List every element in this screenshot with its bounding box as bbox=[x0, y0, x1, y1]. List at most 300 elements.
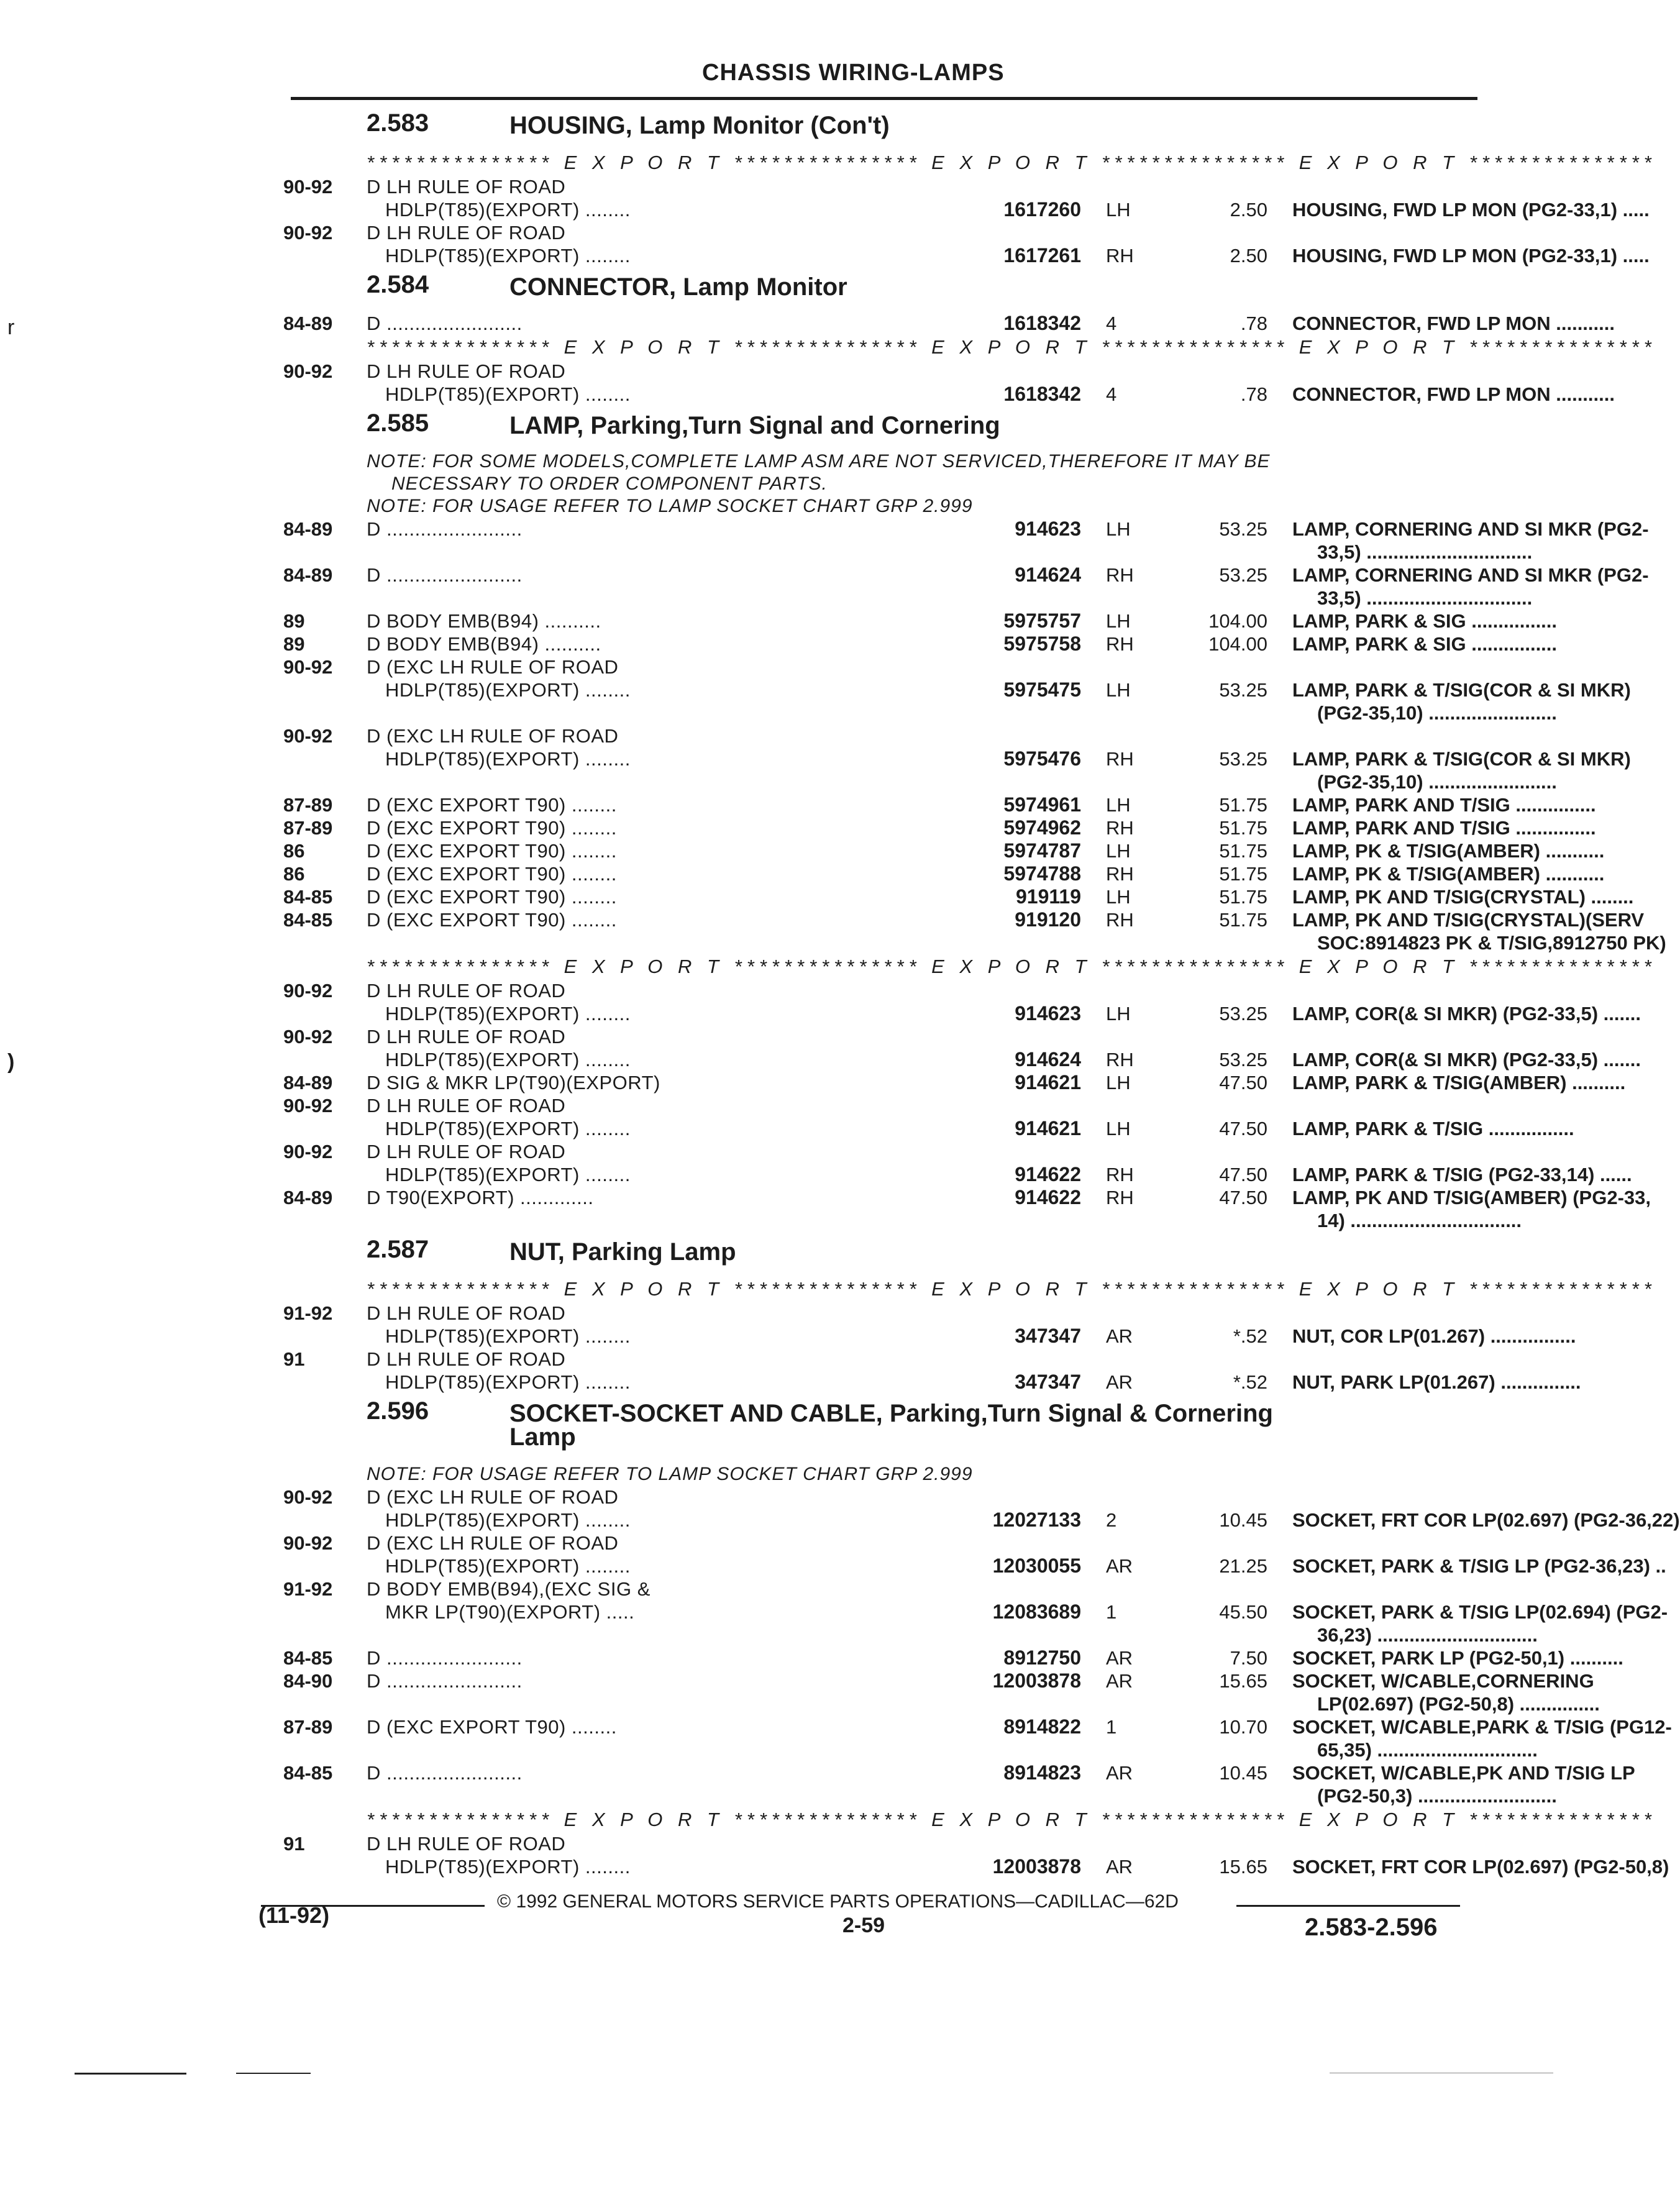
footer-page-number: 2-59 bbox=[842, 1914, 885, 1937]
table-row bbox=[273, 1600, 1668, 1623]
usage-description: D LH RULE OF ROAD bbox=[367, 176, 566, 198]
part-name: LAMP, PK AND T/SIG(CRYSTAL)(SERV bbox=[1292, 909, 1645, 931]
price: 104.00 bbox=[1208, 633, 1267, 655]
price: 104.00 bbox=[1208, 610, 1267, 632]
table-row bbox=[273, 908, 1645, 931]
model-year: 91 bbox=[283, 1833, 305, 1855]
section-header bbox=[273, 1232, 1479, 1277]
section-header bbox=[273, 406, 1479, 450]
part-name: SOCKET, FRT COR LP(02.697) (PG2-50,8) bbox=[1292, 1856, 1669, 1878]
price: 7.50 bbox=[1230, 1647, 1267, 1669]
quantity: RH bbox=[1106, 633, 1134, 655]
scan-mark: r bbox=[7, 316, 15, 339]
table-row bbox=[273, 587, 1533, 610]
usage-description: D LH RULE OF ROAD bbox=[367, 1026, 566, 1048]
model-year: 90-92 bbox=[283, 176, 333, 198]
table-row bbox=[273, 770, 1557, 793]
part-name: LAMP, PARK & T/SIG(COR & SI MKR) bbox=[1292, 748, 1631, 770]
usage-description: HDLP(T85)(EXPORT) ........ bbox=[385, 1164, 631, 1185]
part-number: 914623 bbox=[1015, 1002, 1081, 1025]
quantity: AR bbox=[1106, 1325, 1133, 1347]
part-name: LAMP, CORNERING AND SI MKR (PG2- bbox=[1292, 518, 1649, 540]
quantity: LH bbox=[1106, 610, 1131, 632]
catalog-note bbox=[273, 473, 1479, 495]
table-row bbox=[273, 1784, 1557, 1807]
price: 45.50 bbox=[1219, 1601, 1267, 1623]
price: 10.45 bbox=[1219, 1762, 1267, 1784]
scan-mark: ) bbox=[7, 1050, 15, 1074]
quantity: AR bbox=[1106, 1371, 1133, 1393]
usage-description: HDLP(T85)(EXPORT) ........ bbox=[385, 1118, 631, 1139]
usage-description: HDLP(T85)(EXPORT) ........ bbox=[385, 1555, 631, 1577]
price: 51.75 bbox=[1219, 863, 1267, 885]
table-row bbox=[273, 1509, 1680, 1532]
table-row bbox=[273, 1025, 1479, 1048]
catalog-note bbox=[273, 450, 1479, 473]
price: *.52 bbox=[1233, 1371, 1267, 1393]
model-year: 86 bbox=[283, 863, 305, 885]
part-name: LAMP, PARK AND T/SIG ............... bbox=[1292, 794, 1596, 816]
part-number: 1617260 bbox=[1003, 198, 1081, 221]
part-name: LAMP, PK & T/SIG(AMBER) ........... bbox=[1292, 863, 1605, 885]
price: .78 bbox=[1240, 313, 1267, 334]
model-year: 91 bbox=[283, 1348, 305, 1370]
part-name-cont: 36,23) .............................. bbox=[1317, 1624, 1538, 1646]
model-year: 90-92 bbox=[283, 1026, 333, 1048]
table-row bbox=[273, 312, 1615, 335]
usage-description: D BODY EMB(B94) .......... bbox=[367, 610, 601, 632]
table-row bbox=[273, 1715, 1672, 1738]
table-row bbox=[273, 1002, 1641, 1025]
usage-description: D (EXC EXPORT T90) ........ bbox=[367, 1716, 617, 1738]
model-year: 90-92 bbox=[283, 360, 333, 382]
part-name: SOCKET, PARK & T/SIG LP (PG2-36,23) .. bbox=[1292, 1555, 1666, 1577]
part-name: SOCKET, W/CABLE,PK AND T/SIG LP bbox=[1292, 1762, 1635, 1784]
quantity: AR bbox=[1106, 1647, 1133, 1669]
quantity: LH bbox=[1106, 679, 1131, 701]
part-name: LAMP, PK & T/SIG(AMBER) ........... bbox=[1292, 840, 1605, 862]
table-row bbox=[273, 655, 1479, 678]
model-year: 87-89 bbox=[283, 817, 333, 839]
table-row bbox=[273, 1555, 1666, 1577]
usage-description: HDLP(T85)(EXPORT) ........ bbox=[385, 1003, 631, 1025]
price: 47.50 bbox=[1219, 1164, 1267, 1185]
usage-description: D ........................ bbox=[367, 1647, 523, 1669]
table-row bbox=[273, 885, 1634, 908]
section-title: LAMP, Parking,Turn Signal and Cornering bbox=[509, 412, 1000, 439]
catalog-note bbox=[273, 495, 1479, 518]
usage-description: HDLP(T85)(EXPORT) ........ bbox=[385, 199, 631, 221]
table-row bbox=[273, 383, 1615, 406]
price: *.52 bbox=[1233, 1325, 1267, 1347]
section-header-cont bbox=[273, 1423, 1479, 1463]
part-number: 8912750 bbox=[1003, 1646, 1081, 1669]
table-row bbox=[273, 862, 1605, 885]
part-name: CONNECTOR, FWD LP MON ........... bbox=[1292, 383, 1615, 405]
price: 53.25 bbox=[1219, 748, 1267, 770]
model-year: 84-89 bbox=[283, 564, 333, 586]
usage-description: HDLP(T85)(EXPORT) ........ bbox=[385, 1049, 631, 1071]
model-year: 84-89 bbox=[283, 518, 333, 540]
usage-description: D LH RULE OF ROAD bbox=[367, 360, 566, 382]
table-row bbox=[273, 678, 1631, 701]
section-header bbox=[273, 267, 1479, 312]
section-header bbox=[273, 1394, 1479, 1438]
part-number: 5975476 bbox=[1003, 747, 1081, 770]
model-year: 90-92 bbox=[283, 1532, 333, 1554]
table-row bbox=[273, 724, 1479, 747]
model-year: 84-90 bbox=[283, 1670, 333, 1692]
part-number: 347347 bbox=[1015, 1371, 1081, 1393]
model-year: 89 bbox=[283, 610, 305, 632]
usage-description: HDLP(T85)(EXPORT) ........ bbox=[385, 383, 631, 405]
part-name-cont: 33,5) ............................... bbox=[1317, 587, 1533, 609]
part-name: LAMP, PARK & T/SIG(COR & SI MKR) bbox=[1292, 679, 1631, 701]
model-year: 86 bbox=[283, 840, 305, 862]
quantity: 4 bbox=[1106, 313, 1117, 334]
header-rule bbox=[291, 97, 1477, 100]
table-row bbox=[273, 816, 1596, 839]
part-name-cont: SOC:8914823 PK & T/SIG,8912750 PK) bbox=[1317, 932, 1666, 954]
quantity: LH bbox=[1106, 794, 1131, 816]
part-number: 914621 bbox=[1015, 1117, 1081, 1139]
model-year: 84-89 bbox=[283, 1072, 333, 1094]
quantity: LH bbox=[1106, 886, 1131, 908]
scan-artifact bbox=[75, 2073, 186, 2075]
usage-description: D (EXC EXPORT T90) ........ bbox=[367, 909, 617, 931]
part-name: LAMP, PARK & SIG ................ bbox=[1292, 633, 1558, 655]
usage-description: D SIG & MKR LP(T90)(EXPORT) bbox=[367, 1072, 660, 1094]
table-row bbox=[273, 701, 1557, 724]
model-year: 89 bbox=[283, 633, 305, 655]
part-name: SOCKET, W/CABLE,CORNERING bbox=[1292, 1670, 1594, 1692]
usage-description: D BODY EMB(B94) .......... bbox=[367, 633, 601, 655]
table-row bbox=[273, 1348, 1479, 1371]
table-row bbox=[273, 518, 1649, 541]
usage-description: D ........................ bbox=[367, 564, 523, 586]
part-number: 5974787 bbox=[1003, 839, 1081, 862]
part-name: SOCKET, FRT COR LP(02.697) (PG2-36,22) bbox=[1292, 1509, 1680, 1531]
table-row bbox=[273, 198, 1650, 221]
table-row bbox=[273, 1117, 1574, 1140]
export-band bbox=[273, 335, 1656, 360]
quantity: 2 bbox=[1106, 1509, 1117, 1531]
part-name: LAMP, PARK AND T/SIG ............... bbox=[1292, 817, 1596, 839]
section-number: 2.596 bbox=[367, 1397, 429, 1425]
section-title: HOUSING, Lamp Monitor (Con't) bbox=[509, 112, 890, 139]
table-row bbox=[273, 175, 1479, 198]
part-name: NUT, COR LP(01.267) ................ bbox=[1292, 1325, 1576, 1347]
usage-description: D (EXC LH RULE OF ROAD bbox=[367, 656, 619, 678]
quantity: RH bbox=[1106, 1164, 1134, 1185]
quantity: RH bbox=[1106, 909, 1134, 931]
part-number: 8914822 bbox=[1003, 1715, 1081, 1738]
part-number: 914624 bbox=[1015, 564, 1081, 586]
price: 10.45 bbox=[1219, 1509, 1267, 1531]
quantity: RH bbox=[1106, 817, 1134, 839]
export-band-text: *************** E X P O R T *************** E X P O R T *************** E X P O R T *************** bbox=[367, 152, 1656, 173]
table-row bbox=[273, 1669, 1594, 1692]
quantity: RH bbox=[1106, 863, 1134, 885]
usage-description: D ........................ bbox=[367, 1670, 523, 1692]
export-band-text: *************** E X P O R T *************** E X P O R T *************** E X P O R T *************** bbox=[367, 956, 1656, 977]
quantity: AR bbox=[1106, 1555, 1133, 1577]
part-number: 919120 bbox=[1015, 908, 1081, 931]
part-number: 919119 bbox=[1015, 885, 1081, 908]
quantity: LH bbox=[1106, 1072, 1131, 1094]
model-year: 90-92 bbox=[283, 1141, 333, 1162]
usage-description: D T90(EXPORT) ............. bbox=[367, 1187, 594, 1208]
table-row bbox=[273, 747, 1631, 770]
price: 2.50 bbox=[1230, 245, 1267, 267]
model-year: 84-85 bbox=[283, 886, 333, 908]
part-name: HOUSING, FWD LP MON (PG2-33,1) ..... bbox=[1292, 199, 1650, 221]
part-name-cont: 65,35) .............................. bbox=[1317, 1739, 1538, 1761]
model-year: 90-92 bbox=[283, 1095, 333, 1116]
part-number: 914624 bbox=[1015, 1048, 1081, 1071]
part-number: 8914823 bbox=[1003, 1761, 1081, 1784]
model-year: 91-92 bbox=[283, 1578, 333, 1600]
table-row bbox=[273, 1646, 1623, 1669]
usage-description: HDLP(T85)(EXPORT) ........ bbox=[385, 1856, 631, 1878]
usage-description: D ........................ bbox=[367, 313, 523, 334]
part-number: 347347 bbox=[1015, 1325, 1081, 1347]
part-number: 5974962 bbox=[1003, 816, 1081, 839]
model-year: 84-89 bbox=[283, 1187, 333, 1208]
usage-description: HDLP(T85)(EXPORT) ........ bbox=[385, 245, 631, 267]
price: 2.50 bbox=[1230, 199, 1267, 221]
usage-description: D LH RULE OF ROAD bbox=[367, 980, 566, 1002]
part-number: 12083689 bbox=[992, 1600, 1081, 1623]
model-year: 90-92 bbox=[283, 1486, 333, 1508]
part-name: NUT, PARK LP(01.267) ............... bbox=[1292, 1371, 1581, 1393]
quantity: LH bbox=[1106, 840, 1131, 862]
price: 51.75 bbox=[1219, 909, 1267, 931]
part-name: LAMP, PK AND T/SIG(CRYSTAL) ........ bbox=[1292, 886, 1634, 908]
usage-description: D BODY EMB(B94),(EXC SIG & bbox=[367, 1578, 651, 1600]
table-row bbox=[273, 1486, 1479, 1509]
quantity: AR bbox=[1106, 1762, 1133, 1784]
usage-description: D LH RULE OF ROAD bbox=[367, 1095, 566, 1116]
section-number: 2.584 bbox=[367, 271, 429, 298]
part-number: 1618342 bbox=[1003, 383, 1081, 405]
table-row bbox=[273, 1071, 1626, 1094]
catalog-note bbox=[273, 1463, 1479, 1486]
model-year: 90-92 bbox=[283, 980, 333, 1002]
part-name-cont: (PG2-50,3) .......................... bbox=[1317, 1785, 1557, 1807]
table-row bbox=[273, 1371, 1581, 1394]
price: 47.50 bbox=[1219, 1118, 1267, 1139]
usage-description: MKR LP(T90)(EXPORT) ..... bbox=[385, 1601, 635, 1623]
usage-description: D (EXC EXPORT T90) ........ bbox=[367, 840, 617, 862]
quantity: AR bbox=[1106, 1670, 1133, 1692]
part-name: SOCKET, W/CABLE,PARK & T/SIG (PG12- bbox=[1292, 1716, 1672, 1738]
export-band bbox=[273, 150, 1656, 175]
table-row bbox=[273, 541, 1533, 564]
footer-rule bbox=[1236, 1905, 1460, 1907]
table-row bbox=[273, 793, 1596, 816]
quantity: 1 bbox=[1106, 1716, 1117, 1738]
part-number: 1617261 bbox=[1003, 244, 1081, 267]
table-row bbox=[273, 221, 1479, 244]
part-name: HOUSING, FWD LP MON (PG2-33,1) ..... bbox=[1292, 245, 1650, 267]
part-number: 12003878 bbox=[992, 1669, 1081, 1692]
table-row bbox=[273, 839, 1605, 862]
table-row bbox=[273, 1302, 1479, 1325]
part-number: 5975758 bbox=[1003, 632, 1081, 655]
section-title: NUT, Parking Lamp bbox=[509, 1238, 736, 1266]
table-row bbox=[273, 244, 1650, 267]
table-row bbox=[273, 1692, 1600, 1715]
part-name: LAMP, PARK & T/SIG(AMBER) .......... bbox=[1292, 1072, 1626, 1094]
part-name: LAMP, PK AND T/SIG(AMBER) (PG2-33, bbox=[1292, 1187, 1651, 1208]
price: 53.25 bbox=[1219, 679, 1267, 701]
part-number: 12027133 bbox=[992, 1509, 1081, 1531]
usage-description: D (EXC LH RULE OF ROAD bbox=[367, 725, 619, 747]
table-row bbox=[273, 979, 1479, 1002]
table-row bbox=[273, 1325, 1576, 1348]
model-year: 84-85 bbox=[283, 1762, 333, 1784]
usage-description: HDLP(T85)(EXPORT) ........ bbox=[385, 1509, 631, 1531]
table-row bbox=[273, 632, 1558, 655]
part-number: 914622 bbox=[1015, 1186, 1081, 1208]
footer-copyright: © 1992 GENERAL MOTORS SERVICE PARTS OPERATIONS—CADILLAC—62D bbox=[497, 1891, 1179, 1912]
usage-description: D LH RULE OF ROAD bbox=[367, 222, 566, 244]
model-year: 87-89 bbox=[283, 1716, 333, 1738]
part-number: 914622 bbox=[1015, 1163, 1081, 1185]
export-band bbox=[273, 1807, 1656, 1832]
table-row bbox=[273, 1623, 1538, 1646]
table-row bbox=[273, 1163, 1632, 1186]
export-band-text: *************** E X P O R T *************** E X P O R T *************** E X P O R T *************** bbox=[367, 1809, 1656, 1830]
model-year: 84-85 bbox=[283, 909, 333, 931]
page-title: CHASSIS WIRING-LAMPS bbox=[702, 60, 1005, 86]
section-title: CONNECTOR, Lamp Monitor bbox=[509, 273, 847, 301]
scan-artifact bbox=[236, 2073, 311, 2074]
export-band bbox=[273, 954, 1656, 979]
part-number: 1618342 bbox=[1003, 312, 1081, 334]
part-number: 914621 bbox=[1015, 1071, 1081, 1094]
price: 47.50 bbox=[1219, 1072, 1267, 1094]
quantity: 4 bbox=[1106, 383, 1117, 405]
section-title-cont: Lamp bbox=[509, 1423, 576, 1451]
usage-description: D LH RULE OF ROAD bbox=[367, 1833, 566, 1855]
section-number: 2.583 bbox=[367, 109, 429, 137]
quantity: RH bbox=[1106, 748, 1134, 770]
section-number: 2.587 bbox=[367, 1236, 429, 1263]
table-row bbox=[273, 1094, 1479, 1117]
table-row bbox=[273, 931, 1666, 954]
price: 51.75 bbox=[1219, 840, 1267, 862]
part-number: 5974788 bbox=[1003, 862, 1081, 885]
part-name-cont: (PG2-35,10) ........................ bbox=[1317, 702, 1557, 724]
usage-description: D LH RULE OF ROAD bbox=[367, 1302, 566, 1324]
price: 51.75 bbox=[1219, 886, 1267, 908]
part-name-cont: 33,5) ............................... bbox=[1317, 541, 1533, 563]
quantity: RH bbox=[1106, 1187, 1134, 1208]
usage-description: D LH RULE OF ROAD bbox=[367, 1348, 566, 1370]
part-number: 5975475 bbox=[1003, 678, 1081, 701]
price: 53.25 bbox=[1219, 1049, 1267, 1071]
table-row bbox=[273, 1855, 1669, 1878]
part-number: 12003878 bbox=[992, 1855, 1081, 1878]
usage-description: HDLP(T85)(EXPORT) ........ bbox=[385, 1371, 631, 1393]
table-row bbox=[273, 1532, 1479, 1555]
quantity: RH bbox=[1106, 245, 1134, 267]
note-text: NOTE: FOR SOME MODELS,COMPLETE LAMP ASM ARE NOT SERVICED,THEREFORE IT MAY BE bbox=[367, 451, 1271, 472]
model-year: 84-85 bbox=[283, 1647, 333, 1669]
quantity: LH bbox=[1106, 1118, 1131, 1139]
part-name: LAMP, PARK & T/SIG (PG2-33,14) ...... bbox=[1292, 1164, 1632, 1185]
price: 53.25 bbox=[1219, 518, 1267, 540]
part-name-cont: LP(02.697) (PG2-50,8) ............... bbox=[1317, 1693, 1600, 1715]
quantity: LH bbox=[1106, 1003, 1131, 1025]
model-year: 90-92 bbox=[283, 725, 333, 747]
usage-description: D ........................ bbox=[367, 1762, 523, 1784]
model-year: 90-92 bbox=[283, 222, 333, 244]
table-row bbox=[273, 1186, 1651, 1209]
model-year: 90-92 bbox=[283, 656, 333, 678]
price: 53.25 bbox=[1219, 1003, 1267, 1025]
part-name: LAMP, PARK & SIG ................ bbox=[1292, 610, 1558, 632]
price: 47.50 bbox=[1219, 1187, 1267, 1208]
usage-description: HDLP(T85)(EXPORT) ........ bbox=[385, 679, 631, 701]
section-number: 2.585 bbox=[367, 409, 429, 437]
part-number: 5974961 bbox=[1003, 793, 1081, 816]
table-row bbox=[273, 1832, 1479, 1855]
usage-description: HDLP(T85)(EXPORT) ........ bbox=[385, 1325, 631, 1347]
section-title: SOCKET-SOCKET AND CABLE, Parking,Turn Signal & Cornering bbox=[509, 1400, 1273, 1427]
table-row bbox=[273, 610, 1558, 632]
model-year: 91-92 bbox=[283, 1302, 333, 1324]
usage-description: D ........................ bbox=[367, 518, 523, 540]
price: 15.65 bbox=[1219, 1856, 1267, 1878]
price: 21.25 bbox=[1219, 1555, 1267, 1577]
usage-description: D (EXC EXPORT T90) ........ bbox=[367, 794, 617, 816]
usage-description: D (EXC EXPORT T90) ........ bbox=[367, 863, 617, 885]
part-number: 914623 bbox=[1015, 518, 1081, 540]
usage-description: D (EXC LH RULE OF ROAD bbox=[367, 1532, 619, 1554]
quantity: 1 bbox=[1106, 1601, 1117, 1623]
usage-description: D LH RULE OF ROAD bbox=[367, 1141, 566, 1162]
usage-description: HDLP(T85)(EXPORT) ........ bbox=[385, 748, 631, 770]
export-band-text: *************** E X P O R T *************** E X P O R T *************** E X P O R T *************** bbox=[367, 336, 1656, 358]
part-number: 5975757 bbox=[1003, 610, 1081, 632]
part-name: LAMP, COR(& SI MKR) (PG2-33,5) ....... bbox=[1292, 1049, 1641, 1071]
price: .78 bbox=[1240, 383, 1267, 405]
table-row bbox=[273, 1140, 1479, 1163]
part-name: SOCKET, PARK & T/SIG LP(02.694) (PG2- bbox=[1292, 1601, 1668, 1623]
table-row bbox=[273, 1209, 1522, 1232]
export-band-text: *************** E X P O R T *************** E X P O R T *************** E X P O R T *************** bbox=[367, 1278, 1656, 1300]
table-row bbox=[273, 1761, 1635, 1784]
price: 15.65 bbox=[1219, 1670, 1267, 1692]
note-text: NECESSARY TO ORDER COMPONENT PARTS. bbox=[391, 473, 828, 494]
quantity: LH bbox=[1106, 518, 1131, 540]
table-row bbox=[273, 360, 1479, 383]
note-text: NOTE: FOR USAGE REFER TO LAMP SOCKET CHART GRP 2.999 bbox=[367, 1464, 973, 1484]
usage-description: D (EXC EXPORT T90) ........ bbox=[367, 817, 617, 839]
part-name: LAMP, PARK & T/SIG ................ bbox=[1292, 1118, 1574, 1139]
part-name: LAMP, CORNERING AND SI MKR (PG2- bbox=[1292, 564, 1649, 586]
part-name-cont: (PG2-35,10) ........................ bbox=[1317, 771, 1557, 793]
quantity: RH bbox=[1106, 1049, 1134, 1071]
footer-date: (11-92) bbox=[258, 1902, 330, 1928]
model-year: 87-89 bbox=[283, 794, 333, 816]
part-name: CONNECTOR, FWD LP MON ........... bbox=[1292, 313, 1615, 334]
section-header bbox=[273, 106, 1479, 150]
price: 51.75 bbox=[1219, 817, 1267, 839]
